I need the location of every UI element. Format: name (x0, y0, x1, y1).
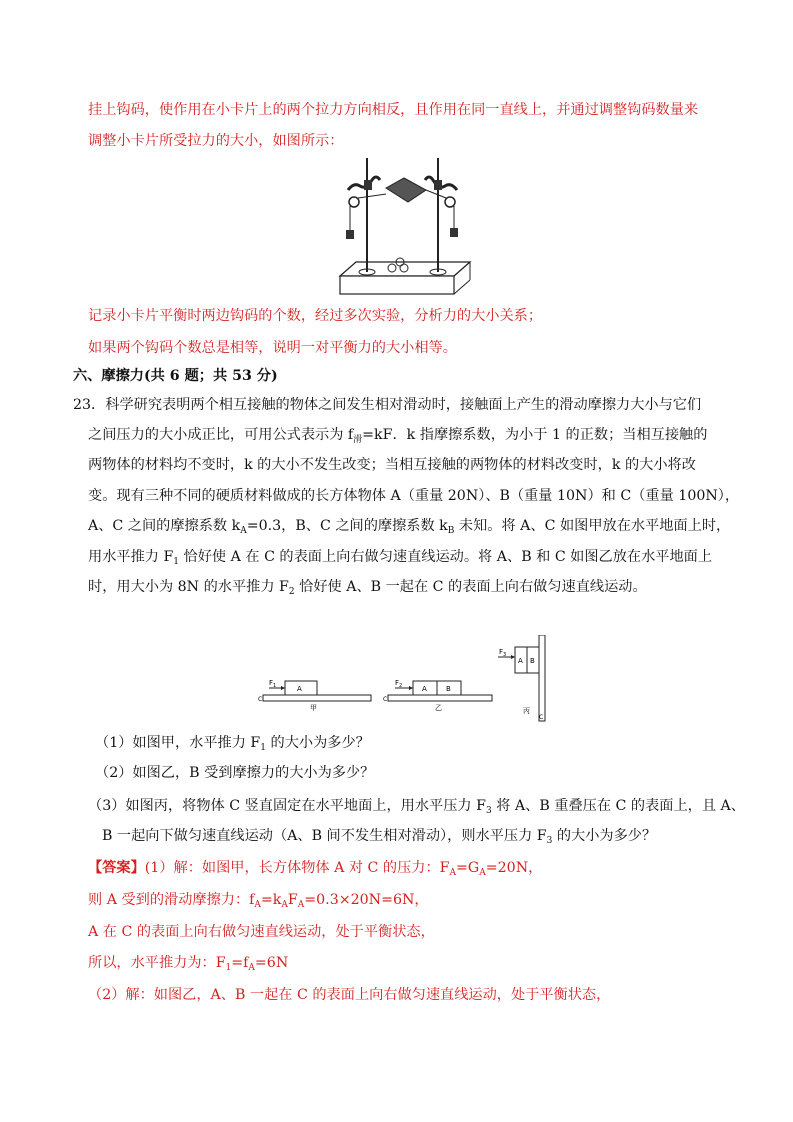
question-line-5: A、C 之间的摩擦系数 $k_A=0.3$，B、C 之间的摩擦系数 $k_B$ 未知。将 A、C 如图甲放在水平地面上时， (88, 518, 731, 536)
question-line-7: 时，用大小为 8N 的水平推力 $F_2$ 恰好使 A、B 一起在 C 的表面上向右做匀速直线运动。 (88, 579, 647, 597)
label-yi: 乙 (435, 704, 442, 712)
friction-diagrams-figure (255, 635, 555, 725)
question-line-3: 两物体的材料均不变时，k 的大小不发生改变；当相互接触的两物体的材料改变时，k 的大小将改 (88, 457, 696, 473)
svg-text:A: A (518, 657, 523, 665)
diagram-yi (383, 679, 492, 712)
diagram-bing (498, 635, 545, 721)
svg-text:A: A (297, 685, 302, 693)
question-line-2: 之间压力的大小成正比，可用公式表示为 $f_滑=kF$．k 指摩擦系数，为小于 1 的正数；当相互接触的 (88, 427, 708, 445)
subquestion-3-cont: B 一起向下做匀速直线运动（A、B 间不发生相对滑动），则水平压力 $F_3$ 的大小为多少？ (102, 828, 657, 846)
section-title: 六、摩擦力(共 6 题；共 53 分) (73, 368, 278, 384)
label-f3: $F_3$ (499, 648, 507, 658)
svg-text:B: B (446, 685, 451, 693)
question-line-4: 变。现有三种不同的硬质材料做成的长方体物体 A（重量 20N）、B（重量 10N）和 C（重量 100N）， (88, 488, 740, 504)
answer-line-3: A 在 C 的表面上向右做匀速直线运动，处于平衡状态， (88, 924, 435, 940)
answer-line-1: 【答案】(1）解：如图甲，长方体物体 A 对 C 的压力：$F_A=G_A=20N$， (88, 860, 543, 878)
label-bing: 丙 (523, 707, 530, 715)
balance-apparatus-figure (330, 150, 480, 300)
svg-text:C: C (383, 696, 388, 703)
answer-line-5: （2）解：如图乙，A、B 一起在 C 的表面上向右做匀速直线运动，处于平衡状态， (88, 987, 611, 1003)
svg-text:C: C (258, 696, 263, 703)
intro-line-1: 挂上钩码，使作用在小卡片上的两个拉力方向相反，且作用在同一直线上，并通过调整钩码数量来 (88, 102, 699, 118)
svg-text:B: B (530, 657, 535, 665)
label-f1: $F_1$ (269, 679, 277, 689)
answer-line-4: 所以，水平推力为：$F_1=f_A=6N$ (88, 955, 289, 973)
subquestion-3: （3）如图丙，将物体 C 竖直固定在水平地面上，用水平压力 $F_3$ 将 A、B 重叠压在 C 的表面上，且 A、 (88, 798, 745, 816)
diagram-jia (258, 679, 371, 712)
intro-line-4: 如果两个钩码个数总是相等，说明一对平衡力的大小相等。 (88, 340, 457, 356)
intro-line-2: 调整小卡片所受拉力的大小，如图所示： (88, 133, 344, 149)
label-jia: 甲 (310, 704, 317, 712)
svg-text:C: C (539, 714, 544, 721)
answer-tag: 【答案】 (88, 860, 145, 876)
subquestion-2: （2）如图乙，B 受到摩擦力的大小为多少？ (95, 765, 375, 781)
intro-line-3: 记录小卡片平衡时两边钩码的个数，经过多次实验，分析力的大小关系； (88, 308, 543, 324)
question-line-1: 23．科学研究表明两个相互接触的物体之间发生相对滑动时，接触面上产生的滑动摩擦力大小与它们 (73, 397, 702, 413)
answer-line-2: 则 A 受到的滑动摩擦力：$f_A=k_AF_A=0.3\times 20N=6N$， (88, 892, 429, 910)
svg-text:A: A (422, 685, 427, 693)
label-f2: $F_2$ (395, 679, 403, 689)
question-number: 23． (73, 397, 106, 413)
subquestion-1: （1）如图甲，水平推力 $F_1$ 的大小为多少？ (95, 735, 370, 753)
question-line-6: 用水平推力 $F_1$ 恰好使 A 在 C 的表面上向右做匀速直线运动。将 A、B 和 C 如图乙放在水平地面上 (88, 549, 713, 567)
